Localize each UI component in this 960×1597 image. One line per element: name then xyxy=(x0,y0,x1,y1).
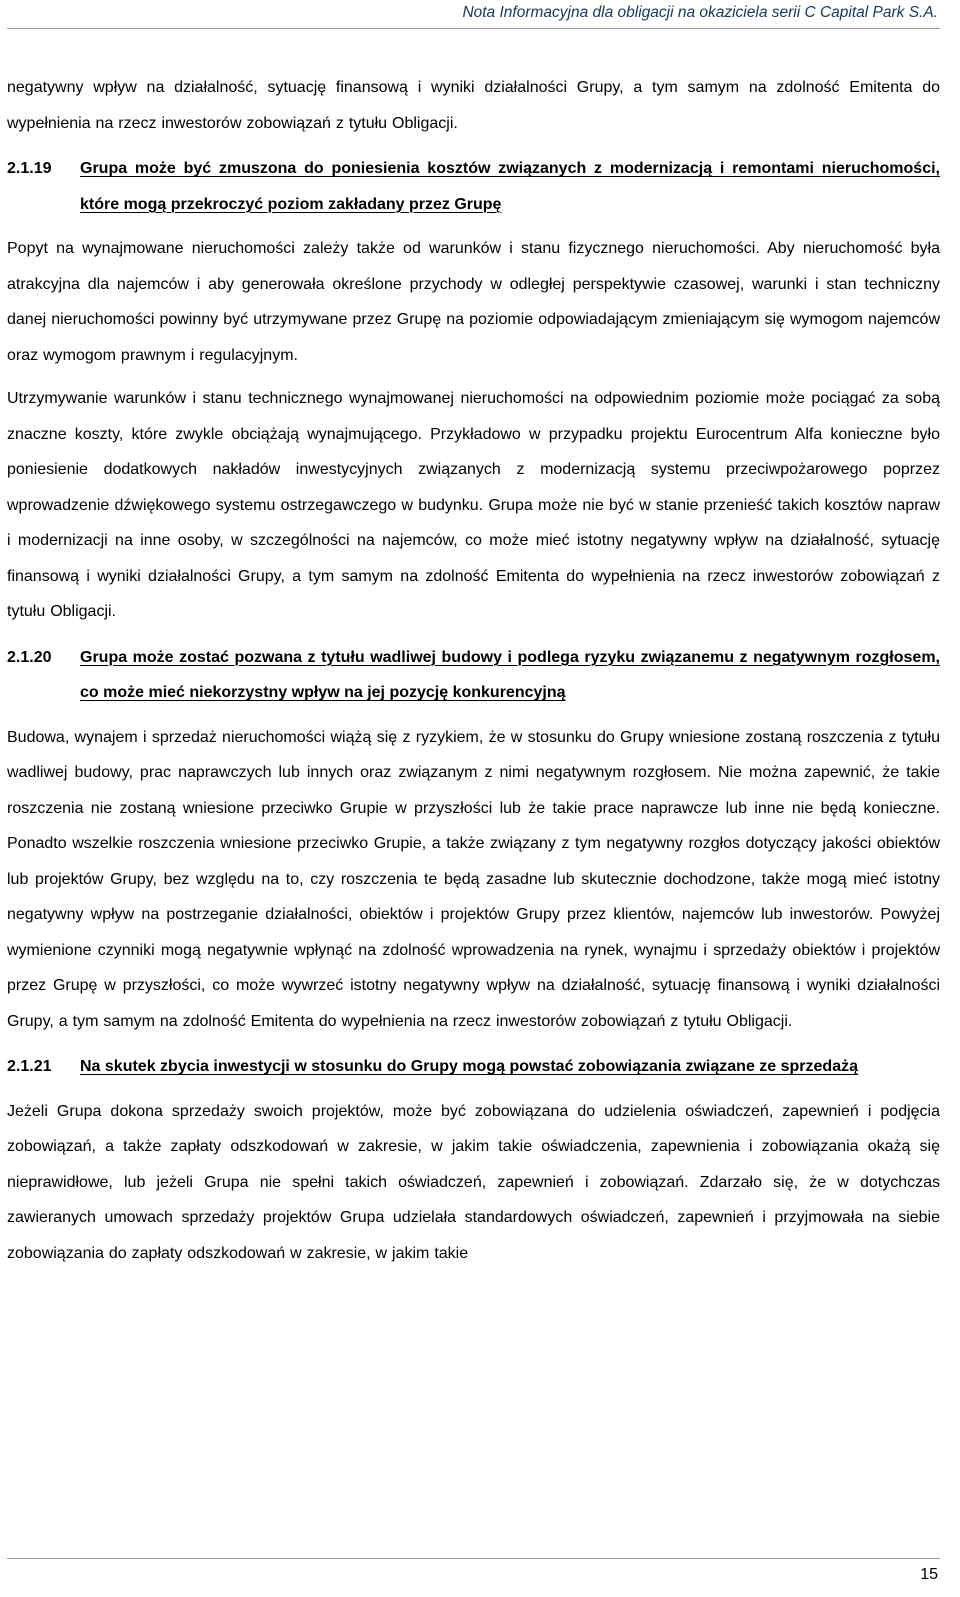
paragraph: Popyt na wynajmowane nieruchomości zależy także od warunków i stanu fizycznego nieruchomości. Aby nieruchomość była atrakcyjna dla najemców i aby generowała określone przychody w odległej perspektywie czasowej, warunki i stan techniczny danej nieruchomości powinny być utrzymywane przez Grupę na poziomie odpowiadającym zmieniającym się wymogom najemców oraz wymogom prawnym i regulacyjnym. xyxy=(7,240,940,364)
section-heading-2-1-19 xyxy=(7,151,940,222)
paragraph: negatywny wpływ na działalność, sytuację finansową i wyniki działalności Grupy, a tym samym na zdolność Emitenta do wypełnienia na rzecz inwestorów zobowiązań z tytułu Obligacji. xyxy=(7,79,940,132)
section-heading-2-1-21 xyxy=(7,1049,940,1085)
paragraph: Jeżeli Grupa dokona sprzedaży swoich projektów, może być zobowiązana do udzielenia oświadczeń, zapewnień i podjęcia zobowiązań, a także zapłaty odszkodowań w zakresie, w jakim takie oświadczenia, zapewnienia i zobowiązania okażą się nieprawidłowe, lub jeżeli Grupa nie spełni takich oświadczeń, zapewnień i zobowiązań. Zdarzało się, że w dotychczas zawieranych umowach sprzedaży projektów Grupa udzielała standardowych oświadczeń, zapewnień i przyjmowała na siebie zobowiązania do zapłaty odszkodowań w zakresie, w jakim takie xyxy=(7,1102,940,1262)
section-number: 2.1.21 xyxy=(7,1058,52,1075)
section-heading-2-1-20 xyxy=(7,640,940,711)
paragraph: Budowa, wynajem i sprzedaż nieruchomości wiążą się z ryzykiem, że w stosunku do Grupy wniesione zostaną roszczenia z tytułu wadliwej budowy, prac naprawczych lub innych oraz związanym z nimi negatywnym rozgłosem. Nie można zapewnić, że takie roszczenia nie zostaną wniesione przeciwko Grupie w przyszłości lub że takie prace naprawcze lub inne nie będą konieczne. Ponadto wszelkie roszczenia wniesione przeciwko Grupie, a także związany z tym negatywny rozgłos dotyczący jakości obiektów lub projektów Grupy, bez względu na to, czy roszczenia te będą zasadne lub skutecznie dochodzone, także mogą mieć istotny negatywny wpływ na postrzeganie działalności, obiektów i projektów Grupy przez klientów, najemców lub inwestorów. Powyżej wymienione czynniki mogą negatywnie wpłynąć na zdolność wprowadzenia na rynek, wynajmu i sprzedaży obiektów i projektów przez Grupę w przyszłości, co może wywrzeć istotny negatywny wpływ na działalność, sytuację finansową i wyniki działalności Grupy, a tym samym na zdolność Emitenta do wypełnienia na rzecz inwestorów zobowiązań z tytułu Obligacji. xyxy=(7,728,940,1030)
section-title: Na skutek zbycia inwestycji w stosunku do Grupy mogą powstać zobowiązania związane ze sprzedażą xyxy=(80,1058,858,1075)
document-body xyxy=(7,70,940,1279)
section-number: 2.1.20 xyxy=(7,648,52,666)
paragraph: Utrzymywanie warunków i stanu technicznego wynajmowanej nieruchomości na odpowiednim poziomie może pociągać za sobą znaczne koszty, które zwykle obciążają wynajmującego. Przykładowo w przypadku projektu Eurocentrum Alfa konieczne było poniesienie dodatkowych nakładów inwestycyjnych związanych z modernizacją systemu przeciwpożarowego poprzez wprowadzenie dźwiękowego systemu ostrzegawczego w budynku. Grupa może nie być w stanie przenieść takich kosztów napraw i modernizacji na inne osoby, w szczególności na najemców, co może mieć istotny negatywny wpływ na działalność, sytuację finansową i wyniki działalności Grupy, a tym samym na zdolność Emitenta do wypełnienia na rzecz inwestorów zobowiązań z tytułu Obligacji. xyxy=(7,390,940,620)
page-number: 15 xyxy=(920,1566,938,1583)
section-title: Grupa może zostać pozwana z tytułu wadliwej budowy i podlega ryzyku związanemu z negatywnym rozgłosem, co może mieć niekorzystny wpływ na jej pozycję konkurencyjną xyxy=(80,648,940,701)
section-number: 2.1.19 xyxy=(7,160,52,177)
section-title: Grupa może być zmuszona do poniesienia kosztów związanych z modernizacją i remontami nieruchomości, które mogą przekroczyć poziom zakładany przez Grupę xyxy=(80,160,940,213)
footer-divider xyxy=(7,1558,940,1559)
page-header-title: Nota Informacyjna dla obligacji na okaziciela serii C Capital Park S.A. xyxy=(462,4,938,21)
header-divider xyxy=(7,28,940,29)
